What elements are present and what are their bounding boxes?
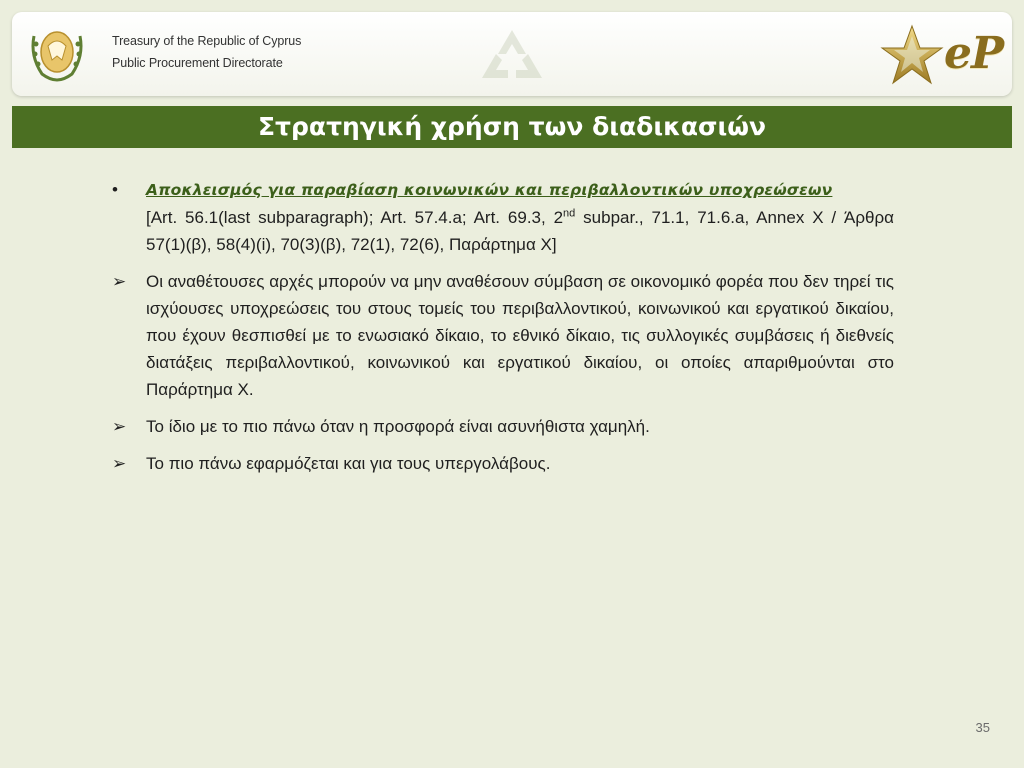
list-item [112, 450, 894, 477]
list-item-text [146, 176, 894, 258]
page-number: 35 [975, 720, 990, 735]
paragraph-text: Οι αναθέτουσες αρχές μπορούν να μην αναθέσουν σύμβαση σε οικονομικό φορέα που δεν τηρεί τις ισχύουσες υποχρεώσεις του στους τομείς του περιβαλλοντικού, κοινωνικού και εργατικού δικαίου, που έχουν θεσπισθεί με το ενωσιακό δίκαιο, το εθνικό δίκαιο, τις συλλογικές συμβάσεις ή διεθνείς διατάξεις περιβαλλοντικού, κοινωνικού και εργατικού δικαίου, οι οποίες απαριθμούνται στο Παράρτημα X. [146, 272, 894, 399]
header-band [12, 12, 1012, 96]
list-item [112, 413, 894, 440]
slide-content [112, 176, 894, 487]
slide-title: Στρατηγική χρήση των διαδικασιών [257, 112, 766, 141]
ep-logo-text: eP [944, 28, 1004, 79]
article-reference: [Art. 56.1(last subparagraph); Art. 57.4.a; Art. 69.3, 2 [146, 208, 564, 227]
org-department: Public Procurement Directorate [112, 56, 283, 70]
ordinal-suffix: nd [563, 207, 576, 220]
paragraph-text: Το ίδιο με το πιο πάνω όταν η προσφορά είναι ασυνήθιστα χαμηλή. [146, 417, 650, 436]
bullet-icon: • [112, 180, 118, 199]
section-heading: Αποκλεισμός για παραβίαση κοινωνικών και περιβαλλοντικών υποχρεώσεων [146, 181, 833, 199]
arrow-bullet-icon: ➢ [112, 272, 127, 291]
title-bar [12, 106, 1012, 148]
arrow-bullet-icon: ➢ [112, 454, 127, 473]
paragraph-text: Το πιο πάνω εφαρμόζεται και για τους υπεργολάβους. [146, 454, 551, 473]
list-item [112, 176, 894, 258]
cyprus-emblem-icon [26, 22, 88, 86]
list-item [112, 268, 894, 403]
recycle-icon [472, 26, 552, 86]
article-reference-rest: subpar., 71.1, 71.6.a, Annex X / Άρθρα 57(1)(β), 58(4)(i), 70(3)(β), 72(1), 72(6), Παράρτημα X] [146, 208, 894, 254]
arrow-bullet-icon: ➢ [112, 417, 127, 436]
org-name: Treasury of the Republic of Cyprus [112, 34, 302, 48]
